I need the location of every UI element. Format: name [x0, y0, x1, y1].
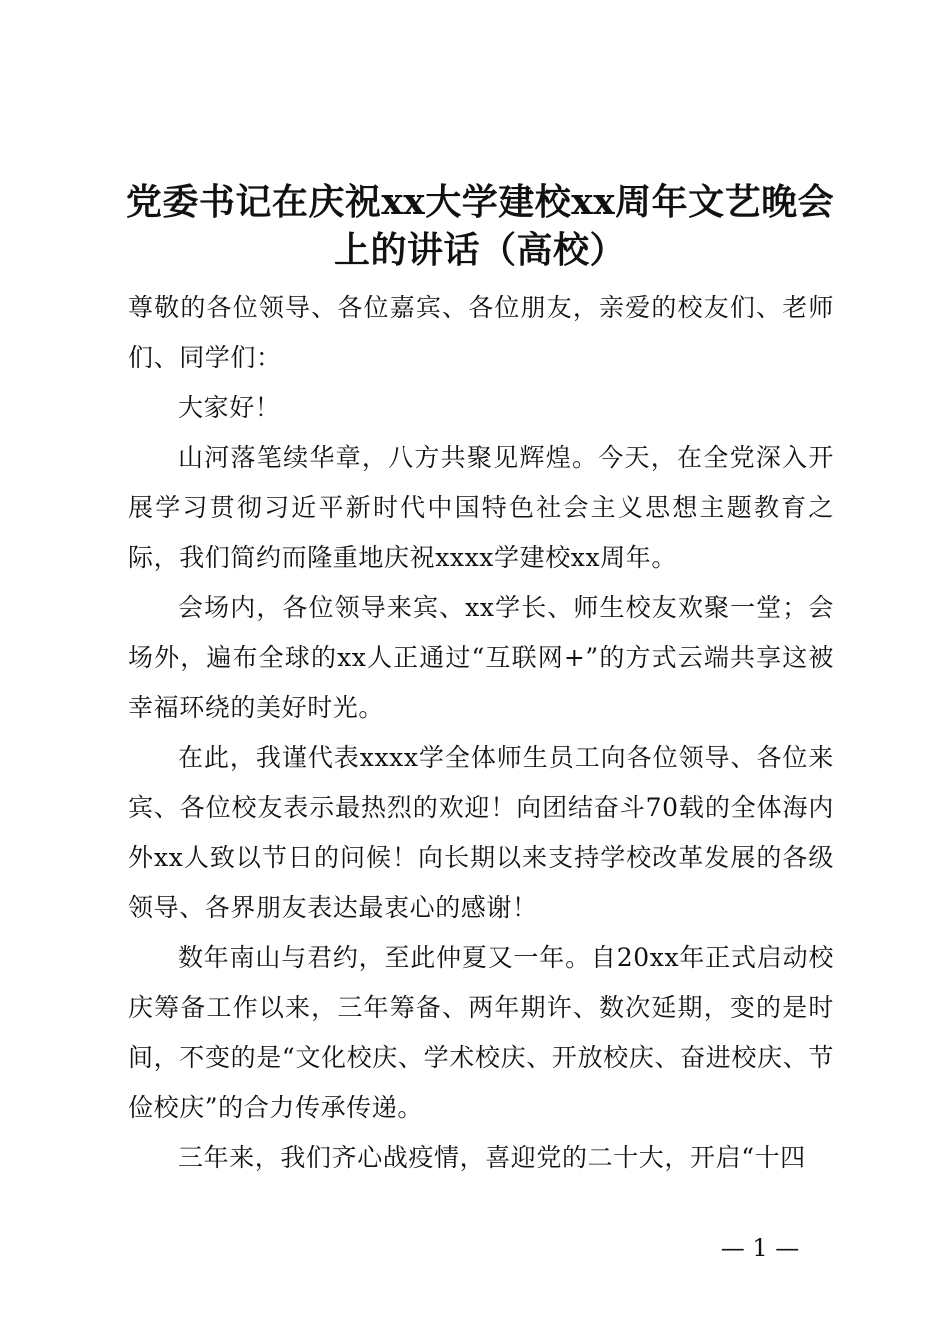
page-number: — 1 —: [720, 1234, 800, 1262]
body-paragraph: 山河落笔续华章，八方共聚见辉煌。今天，在全党深入开展学习贯彻习近平新时代中国特色社会主义思想主题教育之际，我们简约而隆重地庆祝xxxx学建校xx周年。: [128, 443, 834, 572]
body-paragraph: 数年南山与君约，至此仲夏又一年。自20xx年正式启动校庆筹备工作以来，三年筹备、两年期许、数次延期，变的是时间，不变的是“文化校庆、学术校庆、开放校庆、奋进校庆、节俭校庆”的合力传承传递。: [128, 943, 834, 1122]
document-title: [120, 178, 840, 274]
title-line-1: 党委书记在庆祝xx大学建校xx周年文艺晚会: [125, 181, 835, 223]
title-line-2: 上的讲话（高校）: [333, 229, 626, 271]
greeting-paragraph: 大家好！: [178, 393, 281, 422]
speech-body: [128, 283, 834, 1183]
body-paragraph: 在此，我谨代表xxxx学全体师生员工向各位领导、各位来宾、各位校友表示最热烈的欢迎！向团结奋斗70载的全体海内外xx人致以节日的问候！向长期以来支持学校改革发展的各级领导、各界朋友表达最衷心的感谢！: [128, 743, 834, 922]
salutation-paragraph: 尊敬的各位领导、各位嘉宾、各位朋友，亲爱的校友们、老师们、同学们：: [128, 293, 834, 372]
body-paragraph: 会场内，各位领导来宾、xx学长、师生校友欢聚一堂；会场外，遍布全球的xx人正通过“互联网+”的方式云端共享这被幸福环绕的美好时光。: [128, 593, 834, 722]
body-paragraph: 三年来，我们齐心战疫情，喜迎党的二十大，开启“十四: [178, 1143, 806, 1172]
